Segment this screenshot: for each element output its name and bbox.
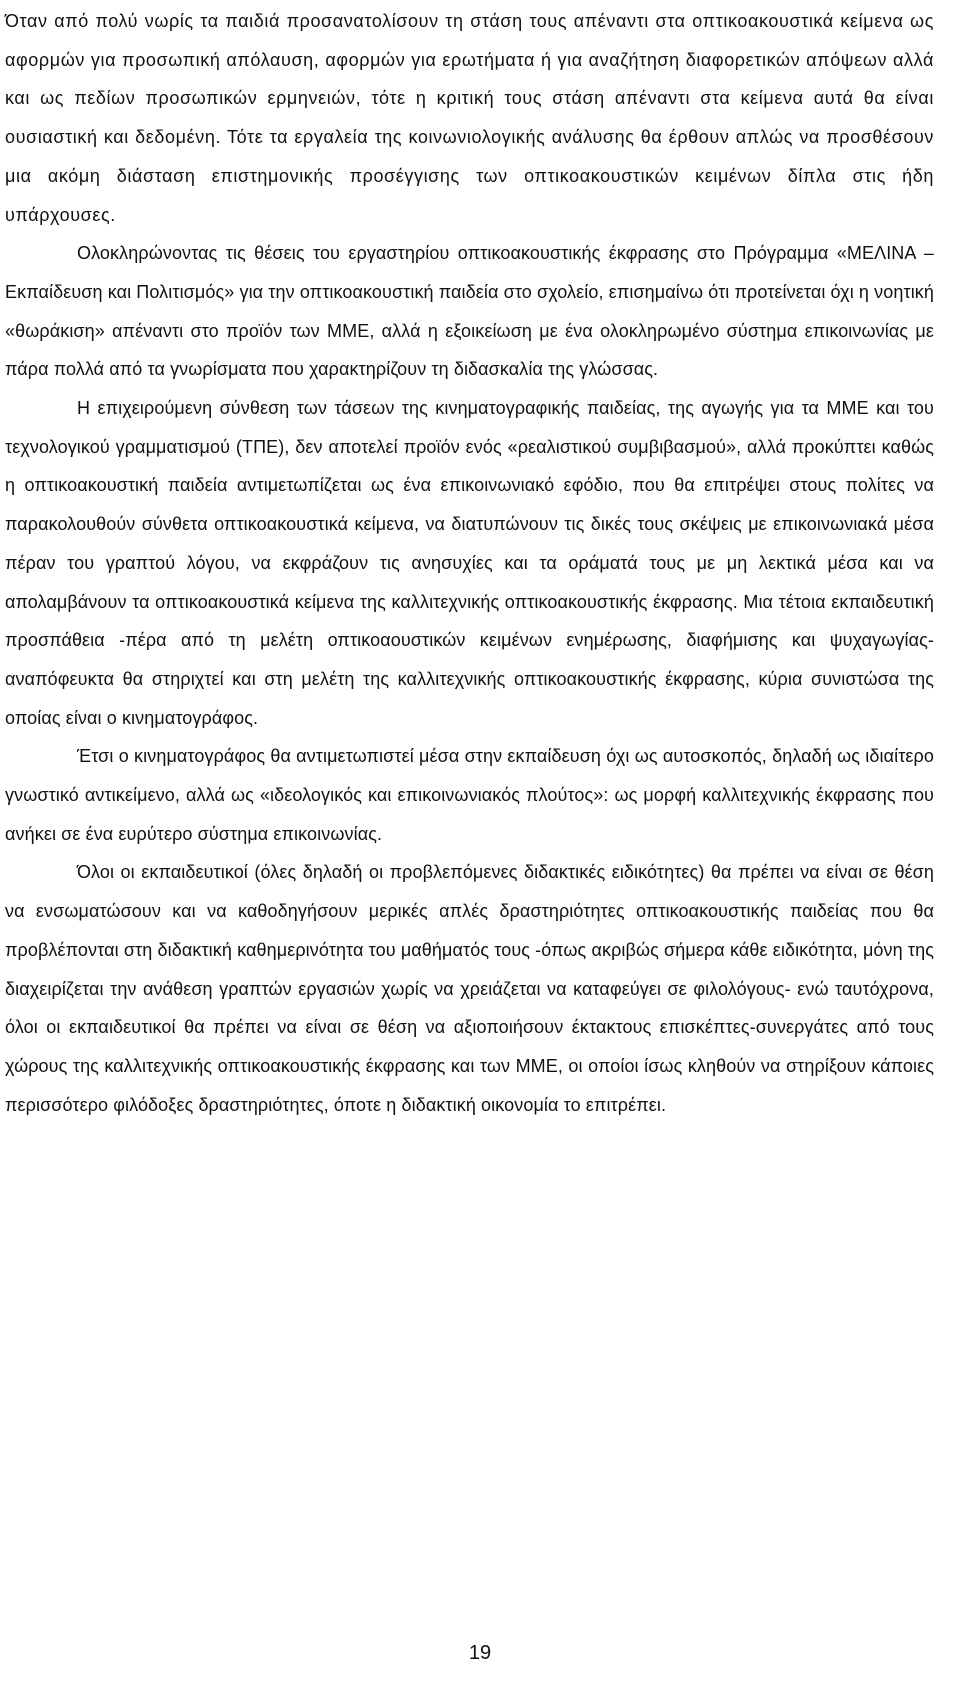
page-number: 19: [468, 1642, 492, 1664]
document-body: [5, 2, 934, 1124]
paragraph-1: Όταν από πολύ νωρίς τα παιδιά προσανατολίσουν τη στάση τους απέναντι στα οπτικοακουστικά κείμενα ως αφορμών για προσωπική απόλαυση, αφορμών για ερωτήματα ή για αναζήτηση διαφορετικών απόψεων αλλά και ως πεδίων προσωπικών ερμηνειών, τότε η κριτική τους στάση απέναντι στα κείμενα αυτά θα είναι ουσιαστική και δεδομένη. Τότε τα εργαλεία της κοινωνιολογικής ανάλυσης θα έρθουν απλώς να προσθέσουν μια ακόμη διάσταση επιστημονικής προσέγγισης των οπτικοακουστικών κειμένων δίπλα στις ήδη υπάρχουσες.: [5, 11, 934, 225]
paragraph-5: Όλοι οι εκπαιδευτικοί (όλες δηλαδή οι προβλεπόμενες διδακτικές ειδικότητες) θα πρέπει να είναι σε θέση να ενσωματώσουν και να καθοδηγήσουν μερικές απλές δραστηριότητες οπτικοακουστικής παιδείας που θα προβλέπονται στη διδακτική καθημερινότητα του μαθήματός τους -όπως ακριβώς σήμερα κάθε ειδικότητα, μόνη της διαχειρίζεται την ανάθεση γραπτών εργασιών χωρίς να χρειάζεται να καταφεύγει σε φιλολόγους- ενώ ταυτόχρονα, όλοι οι εκπαιδευτικοί θα πρέπει να είναι σε θέση να αξιοποιήσουν έκτακτους επισκέπτες-συνεργάτες από τους χώρους της καλλιτεχνικής οπτικοακουστικής έκφρασης και των ΜΜΕ, οι οποίοι ίσως κληθούν να στηρίξουν κάποιες περισσότερο φιλόδοξες δραστηριότητες, όποτε η διδακτική οικονομία το επιτρέπει.: [5, 862, 934, 1115]
paragraph-3: Η επιχειρούμενη σύνθεση των τάσεων της κινηματογραφικής παιδείας, της αγωγής για τα ΜΜΕ και του τεχνολογικού γραμματισμού (ΤΠΕ), δεν αποτελεί προϊόν ενός «ρεαλιστικού συμβιβασμού», αλλά προκύπτει καθώς η οπτικοακουστική παιδεία αντιμετωπίζεται ως ένα επικοινωνιακό εφόδιο, που θα επιτρέψει στους πολίτες να παρακολουθούν σύνθετα οπτικοακουστικά κείμενα, να διατυπώνουν τις δικές τους σκέψεις με επικοινωνιακά μέσα πέραν του γραπτού λόγου, να εκφράζουν τις ανησυχίες και τα οράματά τους με μη λεκτικά μέσα και να απολαμβάνουν τα οπτικοακουστικά κείμενα της καλλιτεχνικής οπτικοακουστικής έκφρασης. Μια τέτοια εκπαιδευτική προσπάθεια -πέρα από τη μελέτη οπτικοαουστικών κειμένων ενημέρωσης, διαφήμισης και ψυχαγωγίας-αναπόφευκτα θα στηριχτεί και στη μελέτη της καλλιτεχνικής οπτικοακουστικής έκφρασης, κύρια συνιστώσα της οποίας είναι ο κινηματογράφος.: [5, 398, 934, 728]
paragraph-2: Ολοκληρώνοντας τις θέσεις του εργαστηρίου οπτικοακουστικής έκφρασης στο Πρόγραμμα «ΜΕΛΙΝΑ – Εκπαίδευση και Πολιτισμός» για την οπτικοακουστική παιδεία στο σχολείο, επισημαίνω ότι προτείνεται όχι η νοητική «θωράκιση» απέναντι στο προϊόν των ΜΜΕ, αλλά η εξοικείωση με ένα ολοκληρωμένο σύστημα επικοινωνίας με πάρα πολλά από τα γνωρίσματα που χαρακτηρίζουν τη διδασκαλία της γλώσσας.: [5, 243, 934, 380]
paragraph-4: Έτσι ο κινηματογράφος θα αντιμετωπιστεί μέσα στην εκπαίδευση όχι ως αυτοσκοπός, δηλαδή ως ιδιαίτερο γνωστικό αντικείμενο, αλλά ως «ιδεολογικός και επικοινωνιακός πλούτος»: ως μορφή καλλιτεχνικής έκφρασης που ανήκει σε ένα ευρύτερο σύστημα επικοινωνίας.: [5, 746, 934, 844]
